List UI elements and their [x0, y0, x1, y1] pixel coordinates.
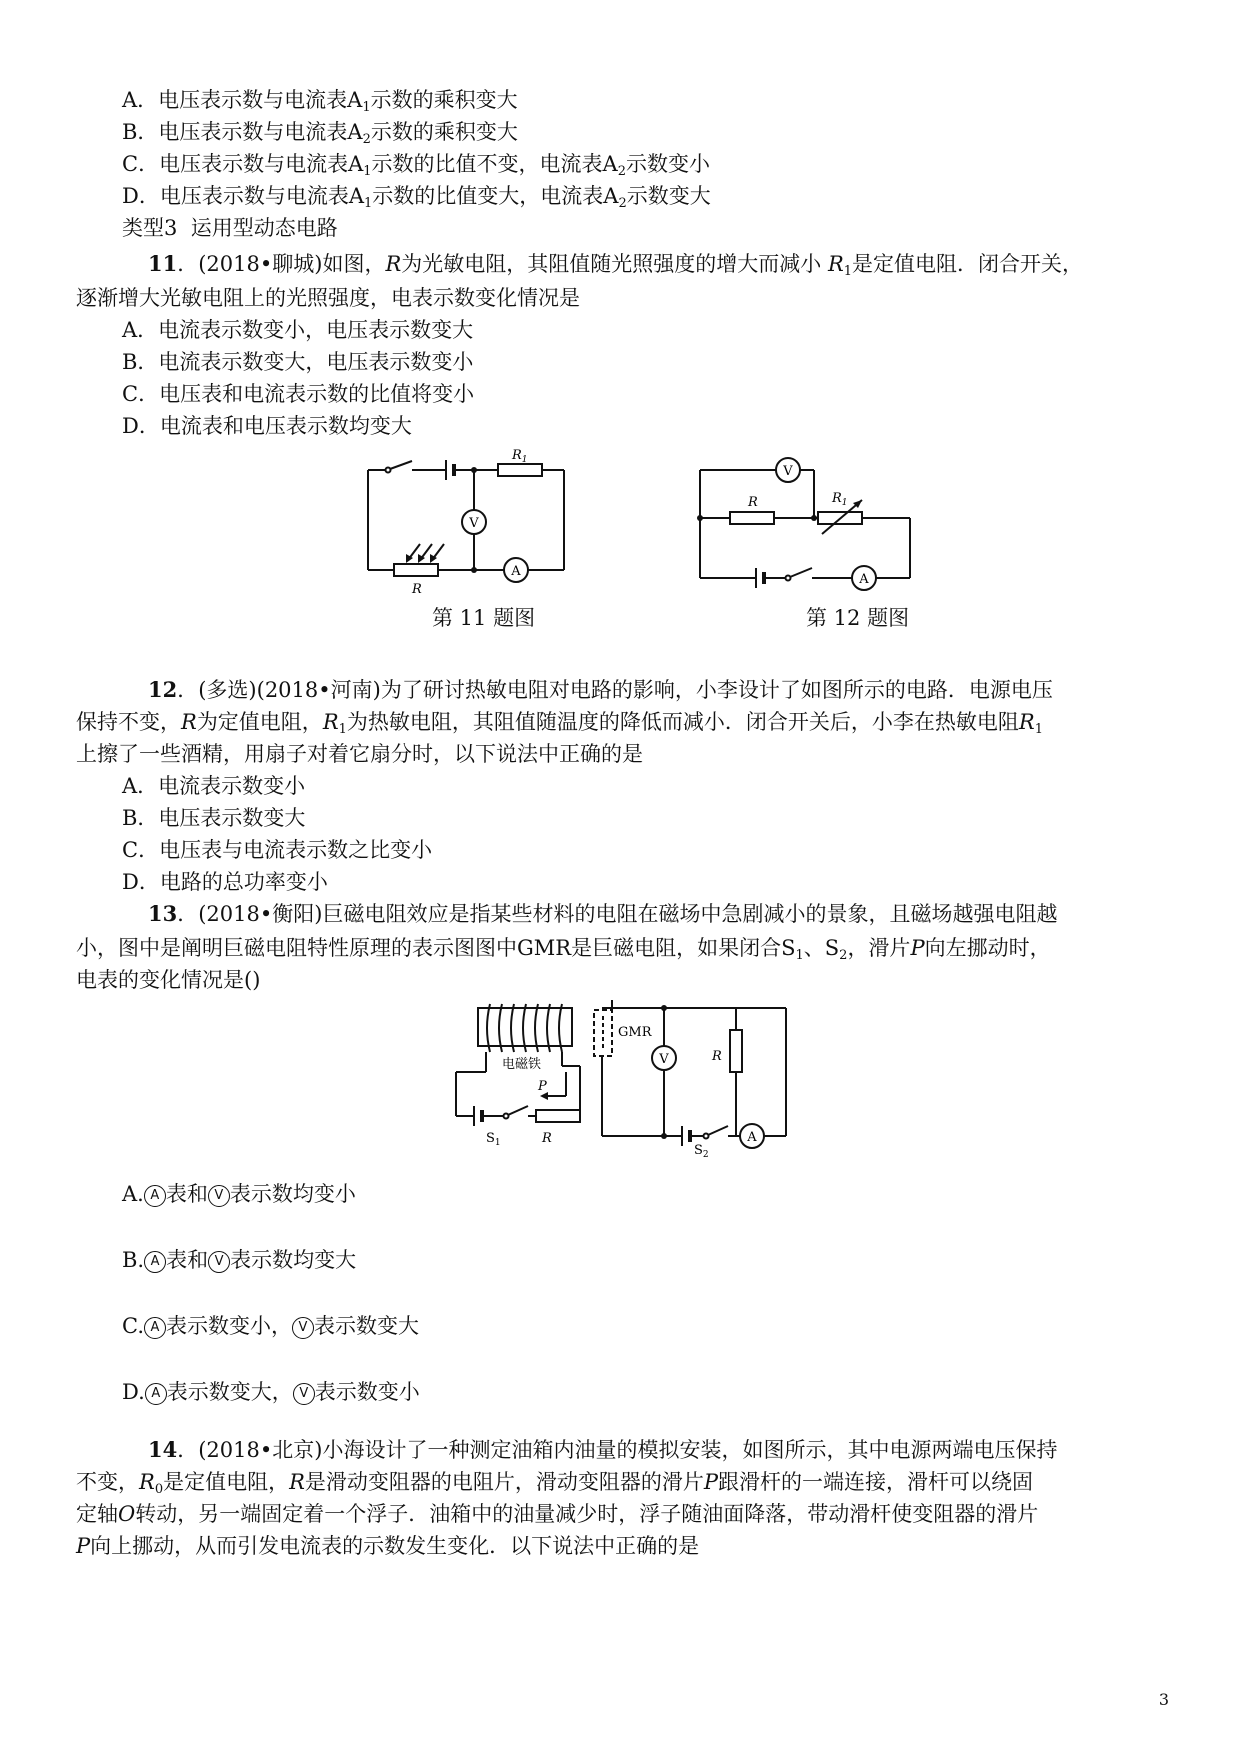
- q11-option-d: D．电流表和电压表示数均变大: [122, 414, 412, 438]
- fig13-r-label: R: [712, 1049, 722, 1064]
- q11-stem-line1: 11．(2018•聊城)如图，R为光敏电阻，其阻值随光照强度的增大而减小 $R_1$是定值电阻．闭合开关，: [148, 251, 1084, 279]
- q10-option-d: D．电压表示数与电流表$A_1$示数的比值变大，电流表$A_2$示数变大: [122, 184, 711, 211]
- q12-stem-line1: 12．(多选)(2018•河南)为了研讨热敏电阻对电路的影响，小李设计了如图所示的电路．电源电压: [148, 677, 1053, 702]
- q12-option-b: B．电压表示数变大: [122, 806, 306, 830]
- q14-stem-line3: 定轴O转动，另一端固定着一个浮子．油箱中的油量减少时，浮子随油面降落，带动滑杆使变阻器的滑片: [76, 1502, 1039, 1526]
- q13-stem-line3: 电表的变化情况是(): [76, 968, 261, 992]
- q12-option-c: C．电压表与电流表示数之比变小: [122, 838, 433, 862]
- figure-12-circuit: [696, 454, 930, 590]
- q10-option-c: C．电压表示数与电流表$A_1$示数的比值不变，电流表$A_2$示数变小: [122, 152, 710, 179]
- q13-option-d: D. A 表示数变大， V 表示数变小: [122, 1380, 420, 1404]
- q10-option-b: B．电压表示数与电流表$A_2$示数的乘积变大: [122, 120, 518, 147]
- voltmeter-symbol-icon: V: [208, 1251, 230, 1273]
- q12-option-d: D．电路的总功率变小: [122, 870, 328, 894]
- q12-option-a: A．电流表示数变小: [122, 774, 306, 798]
- q14-stem-line4: P向上挪动，从而引发电流表的示数发生变化．以下说法中正确的是: [76, 1534, 700, 1558]
- figure-13-circuit: [446, 1000, 826, 1160]
- fig11-voltmeter-label: V: [469, 516, 479, 531]
- fig13-electromagnet-label: 电磁铁: [502, 1057, 542, 1072]
- q11-option-b: B．电流表示数变大，电压表示数变小: [122, 350, 474, 374]
- fig13-s2-label: $S_2$: [694, 1143, 709, 1160]
- figure-11-caption: 第 11 题图: [432, 606, 536, 630]
- fig12-ammeter-label: A: [859, 572, 869, 587]
- fig12-r1-label: $R_1$: [832, 491, 848, 508]
- fig13-slider-r-label: R: [542, 1131, 552, 1146]
- q11-option-c: C．电压表和电流表示数的比值将变小: [122, 382, 475, 406]
- q13-stem-line1: 13．(2018•衡阳)巨磁电阻效应是指某些材料的电阻在磁场中急剧减小的景象，且磁场越强电阻越: [148, 901, 1058, 926]
- q10-option-a: A．电压表示数与电流表$A_1$示数的乘积变大: [122, 88, 518, 115]
- q11-stem-line2: 逐渐增大光敏电阻上的光照强度，电表示数变化情况是: [76, 286, 580, 310]
- q12-stem-line2: 保持不变，R为定值电阻，$R_1$为热敏电阻，其阻值随温度的降低而减小．闭合开关后，小李在热敏电阻$R_1$: [76, 710, 1043, 737]
- q14-stem-line1: 14．(2018•北京)小海设计了一种测定油箱内油量的模拟安装，如图所示，其中电源两端电压保持: [148, 1437, 1058, 1462]
- q13-option-b: B. A 表和 V 表示数均变大: [122, 1248, 357, 1272]
- fig12-voltmeter-label: V: [783, 464, 793, 479]
- section-heading: 类型3 运用型动态电路: [122, 216, 338, 240]
- figure-12-caption: 第 12 题图: [806, 606, 910, 630]
- q12-stem-line3: 上擦了一些酒精，用扇子对着它扇分时，以下说法中正确的是: [76, 742, 643, 766]
- q13-stem-line2: 小，图中是阐明巨磁电阻特性原理的表示图图中GMR是巨磁电阻，如果闭合$S_1$、$S_2$，滑片P向左挪动时，: [76, 936, 1051, 963]
- fig11-r1-label: $R_1$: [512, 448, 528, 465]
- ammeter-symbol-icon: A: [144, 1185, 166, 1207]
- fig13-gmr-label: GMR: [618, 1025, 652, 1040]
- voltmeter-symbol-icon: V: [293, 1383, 315, 1405]
- q13-option-a: A. A 表和 V 表示数均变小: [122, 1182, 356, 1206]
- voltmeter-symbol-icon: V: [292, 1317, 314, 1339]
- page-number: 3: [1158, 1690, 1169, 1709]
- q14-stem-line2: 不变，$R_0$是定值电阻，R是滑动变阻器的电阻片，滑动变阻器的滑片P跟滑杆的一端连接，滑杆可以绕固: [76, 1470, 1034, 1497]
- fig13-p-label: P: [538, 1079, 547, 1094]
- ammeter-symbol-icon: A: [145, 1383, 167, 1405]
- fig11-ammeter-label: A: [511, 564, 521, 579]
- fig13-voltmeter-label: V: [659, 1052, 669, 1067]
- ammeter-symbol-icon: A: [144, 1251, 166, 1273]
- q11-option-a: A．电流表示数变小，电压表示数变大: [122, 318, 474, 342]
- fig13-ammeter-label: A: [747, 1130, 757, 1145]
- ammeter-symbol-icon: A: [144, 1317, 166, 1339]
- fig13-s1-label: $S_1$: [486, 1131, 501, 1148]
- q13-option-c: C. A 表示数变小， V 表示数变大: [122, 1314, 419, 1338]
- fig11-r-label: R: [412, 582, 422, 597]
- voltmeter-symbol-icon: V: [208, 1185, 230, 1207]
- fig12-r-label: R: [748, 495, 758, 510]
- figure-11-circuit: [360, 448, 580, 598]
